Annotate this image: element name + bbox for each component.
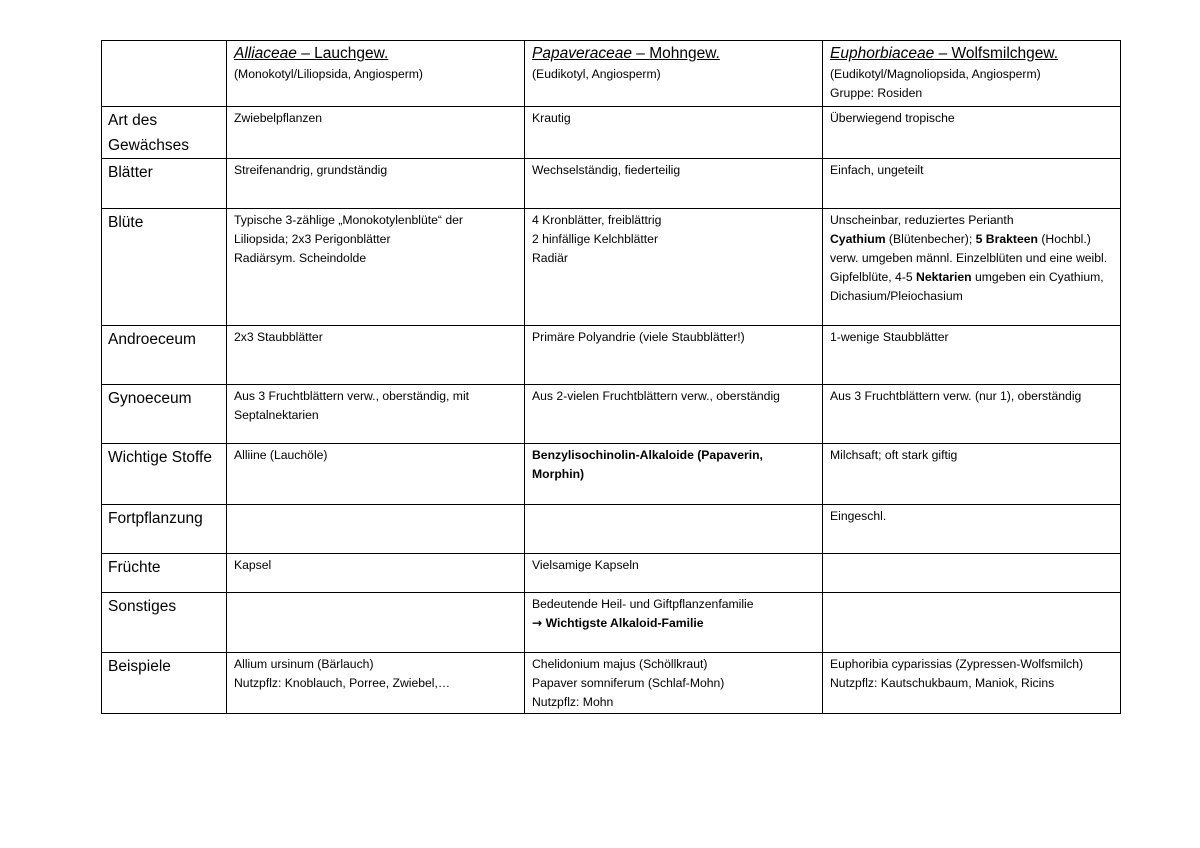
cell-text: 2 hinfällige Kelchblätter [532,232,659,246]
cell-papaveraceae [525,505,823,554]
row-label: Blüte [102,209,227,326]
header-empty-cell [102,41,227,107]
cell-text: Nutzpflz: Kautschukbaum, Maniok, Ricins [830,676,1055,690]
family-dash: – [631,45,650,62]
cell-euphorbiaceae: Aus 3 Fruchtblättern verw. (nur 1), oberständig [823,385,1121,444]
table-row-gynoeceum [102,385,1121,444]
cell-euphorbiaceae: Milchsaft; oft stark giftig [823,444,1121,505]
cell-text: 4 Kronblätter, freiblättrig [532,213,662,227]
row-label: Androeceum [102,326,227,385]
cell-text: Typische 3-zählige „Monokotylenblüte“ der Liliopsida; 2x3 Perigonblätter [234,213,463,246]
cell-text: Nutzpflz: Knoblauch, Porree, Zwiebel,… [234,676,451,690]
cell-text: Euphoribia cyparissias (Zypressen-Wolfsmilch) [830,657,1084,671]
cell-text: Radiär [532,251,568,265]
header-euphorbiaceae [823,41,1121,107]
cell-papaveraceae [525,593,823,653]
cell-papaveraceae: Krautig [525,107,823,159]
cell-papaveraceae: Wechselständig, fiederteilig [525,159,823,209]
cell-alliaceae: Kapsel [227,554,525,593]
table-row-blaetter [102,159,1121,209]
family-name: Alliaceae [234,45,297,62]
row-label: Sonstiges [102,593,227,653]
cell-text: Nutzpflz: Mohn [532,695,614,709]
bold-term: Nektarien [916,270,972,284]
cell-text: Chelidonium majus (Schöllkraut) [532,657,708,671]
cell-euphorbiaceae: Überwiegend tropische [823,107,1121,159]
cell-alliaceae [227,593,525,653]
cell-papaveraceae: Vielsamige Kapseln [525,554,823,593]
row-label: Beispiele [102,653,227,714]
table-header-row [102,41,1121,107]
cell-euphorbiaceae: Eingeschl. [823,505,1121,554]
cell-papaveraceae [525,653,823,714]
table-row-fruechte [102,554,1121,593]
cell-text: umgeben ein Cyathium, Dichasium/Pleiochasium [830,270,1104,303]
table-row-beispiele [102,653,1121,714]
family-classification: (Eudikotyl/Magnoliopsida, Angiosperm) [830,67,1041,81]
cell-euphorbiaceae [823,653,1121,714]
cell-text: (Hochbl.) verw. umgeben männl. Einzelblüten und eine weibl. Gipfelblüte, 4-5 [830,232,1108,284]
cell-alliaceae [227,653,525,714]
cell-euphorbiaceae [823,209,1121,326]
family-name: Papaveraceae [532,45,632,62]
header-alliaceae [227,41,525,107]
cell-text: Wichtigste Alkaloid-Familie [542,616,704,630]
cell-euphorbiaceae: 1-wenige Staubblätter [823,326,1121,385]
table-row-stoffe [102,444,1121,505]
cell-papaveraceae [525,209,823,326]
header-papaveraceae [525,41,823,107]
row-label: Wichtige Stoffe [102,444,227,505]
cell-alliaceae [227,505,525,554]
arrow-right-icon: → [532,616,543,630]
cell-text: Radiärsym. Scheindolde [234,251,367,265]
cell-papaveraceae: Primäre Polyandrie (viele Staubblätter!) [525,326,823,385]
cell-text: Papaver somniferum (Schlaf-Mohn) [532,676,725,690]
cell-alliaceae: Streifenandrig, grundständig [227,159,525,209]
family-common-name: Wolfsmilchgew. [951,45,1059,62]
family-common-name: Lauchgew. [314,45,389,62]
family-group: Gruppe: Rosiden [830,86,923,100]
cell-euphorbiaceae: Einfach, ungeteilt [823,159,1121,209]
cell-euphorbiaceae [823,593,1121,653]
bold-term: Cyathium [830,232,886,246]
family-name: Euphorbiaceae [830,45,935,62]
family-common-name: Mohngew. [649,45,720,62]
cell-alliaceae: Zwiebelpflanzen [227,107,525,159]
family-classification: (Monokotyl/Liliopsida, Angiosperm) [234,67,423,81]
row-label: Art des Gewächses [102,107,227,159]
cell-text: Allium ursinum (Bärlauch) [234,657,374,671]
table-row-sonstiges [102,593,1121,653]
row-label: Früchte [102,554,227,593]
table-row-art [102,107,1121,159]
cell-alliaceae [227,209,525,326]
cell-alliaceae: Aus 3 Fruchtblättern verw., oberständig, mit Septalnektarien [227,385,525,444]
table-row-bluete [102,209,1121,326]
cell-euphorbiaceae [823,554,1121,593]
family-classification: (Eudikotyl, Angiosperm) [532,67,661,81]
cell-alliaceae: 2x3 Staubblätter [227,326,525,385]
row-label: Fortpflanzung [102,505,227,554]
family-dash: – [934,45,952,62]
row-label: Gynoeceum [102,385,227,444]
cell-alliaceae: Alliine (Lauchöle) [227,444,525,505]
table-row-androeceum [102,326,1121,385]
plant-family-table [101,40,1121,714]
table-row-fortpflanzung [102,505,1121,554]
family-dash: – [296,45,315,62]
cell-text: Bedeutende Heil- und Giftpflanzenfamilie [532,597,754,611]
bold-term: 5 Brakteen [975,232,1038,246]
cell-text: Unscheinbar, reduziertes Perianth [830,213,1014,227]
cell-text: (Blütenbecher); [885,232,976,246]
cell-papaveraceae: Benzylisochinolin-Alkaloide (Papaverin, Morphin) [525,444,823,505]
cell-papaveraceae: Aus 2-vielen Fruchtblättern verw., oberständig [525,385,823,444]
row-label: Blätter [102,159,227,209]
